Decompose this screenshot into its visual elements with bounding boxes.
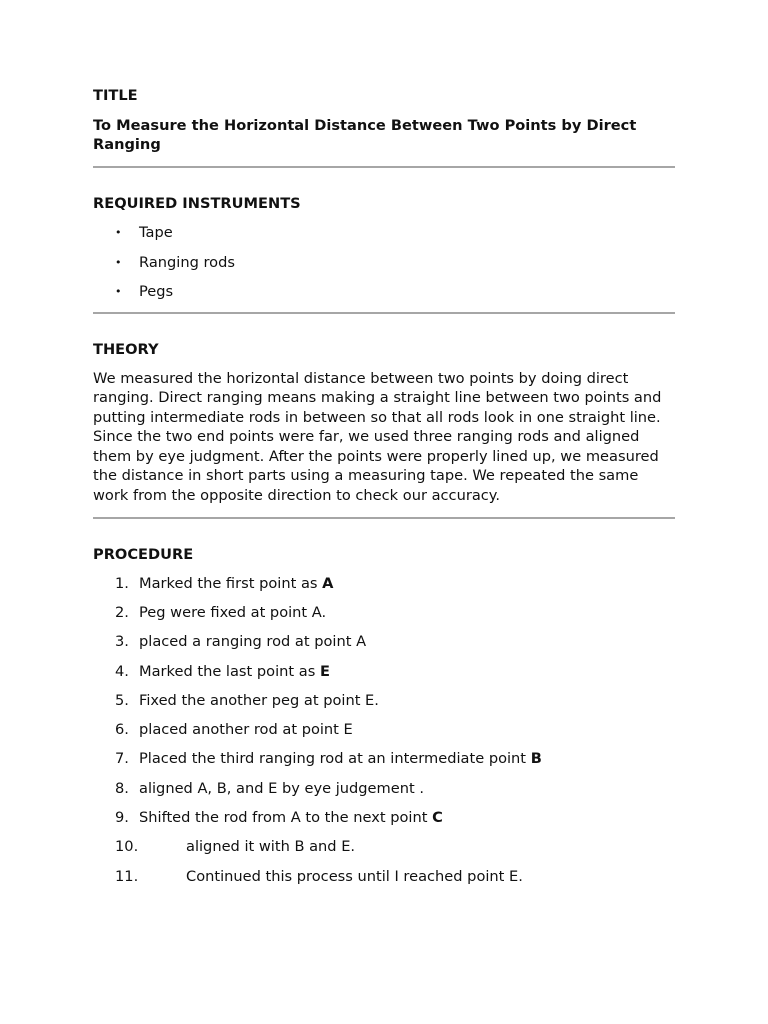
list-item	[93, 749, 675, 769]
step-number: 5.	[115, 691, 129, 709]
section-divider	[93, 517, 675, 519]
instruments-heading: REQUIRED INSTRUMENTS	[93, 195, 301, 212]
instrument-label: Pegs	[139, 283, 174, 300]
point-label: A	[322, 574, 334, 592]
step-number: 6.	[115, 721, 129, 739]
step-number: 10.	[115, 838, 139, 856]
point-label: C	[432, 809, 443, 827]
step-number: 3.	[115, 633, 129, 651]
instrument-label: Tape	[139, 224, 173, 241]
list-item	[93, 253, 675, 273]
step-text: placed a ranging rod at point A	[139, 633, 367, 651]
step-number: 8.	[115, 779, 129, 797]
step-text: Marked the last point as	[139, 662, 320, 680]
theory-heading: THEORY	[93, 340, 159, 358]
procedure-heading: PROCEDURE	[93, 545, 194, 563]
instrument-label: Ranging rods	[139, 253, 235, 271]
bullet-icon: •	[115, 285, 122, 298]
step-text: placed another rod at point E	[139, 721, 353, 739]
instruments-list	[93, 223, 675, 302]
step-text: Continued this process until I reached point E.	[186, 867, 523, 885]
step-text: Fixed the another peg at point E.	[139, 691, 379, 709]
step-text: Marked the first point as	[139, 574, 323, 592]
step-text: Shifted the rod from A to the next point	[139, 809, 433, 827]
point-label: E	[319, 662, 330, 680]
theory-paragraph: We measured the horizontal distance between two points by doing direct ranging. Direct ranging means making a straight line between two points and putting intermediate rods in between so that all rods look in one straight line. Since the two end points were far, we used three ranging rods and aligned them by eye judgment. After the points were properly lined up, we measured the distance in short parts using a measuring tape. We repeated the same work from the opposite direction to check our accuracy.	[93, 369, 662, 505]
document-title: To Measure the Horizontal Distance Between Two Points by Direct Ranging	[93, 117, 637, 153]
step-text: aligned A, B, and E by eye judgement .	[139, 779, 424, 797]
section-divider	[93, 166, 675, 168]
step-number: 4.	[115, 662, 129, 680]
section-divider	[93, 312, 675, 314]
step-number: 2.	[115, 603, 129, 621]
step-text: Peg were fixed at point A.	[139, 603, 327, 621]
list-item	[93, 808, 675, 828]
list-item	[93, 691, 675, 711]
procedure-list	[93, 574, 675, 887]
list-item	[93, 867, 675, 887]
list-item	[93, 662, 675, 682]
step-text: Placed the third ranging rod at an intermediate point	[139, 750, 531, 768]
list-item	[93, 632, 675, 652]
list-item	[93, 223, 675, 243]
step-number: 7.	[115, 750, 129, 768]
list-item	[93, 720, 675, 740]
step-number: 1.	[115, 574, 129, 592]
step-number: 11.	[115, 867, 139, 885]
bullet-icon: •	[115, 226, 122, 239]
list-item	[93, 574, 675, 594]
bullet-icon: •	[115, 255, 122, 269]
list-item	[93, 779, 675, 799]
title-label: TITLE	[93, 87, 138, 104]
step-number: 9.	[115, 809, 129, 827]
list-item	[93, 603, 675, 623]
list-item	[93, 282, 675, 302]
step-text: aligned it with B and E.	[186, 838, 356, 856]
point-label: B	[530, 750, 542, 768]
list-item	[93, 837, 675, 857]
